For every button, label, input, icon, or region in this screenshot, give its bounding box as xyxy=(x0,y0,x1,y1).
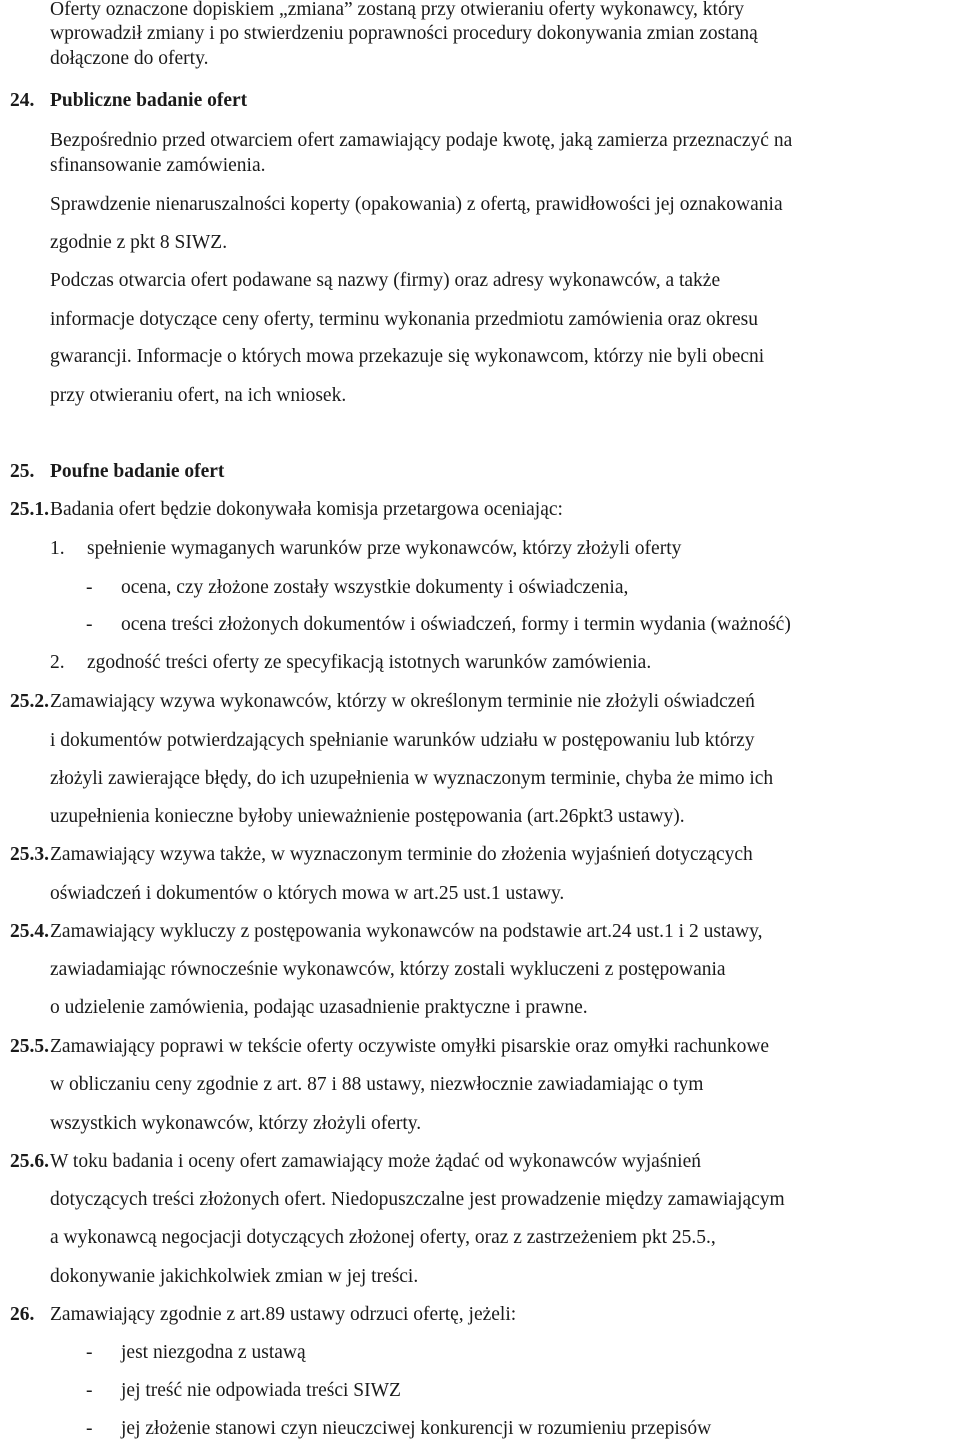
s25-1-dash-1: - xyxy=(86,577,93,598)
s25-4-line-3: o udzielenie zamówienia, podając uzasadnienie praktyczne i prawne. xyxy=(50,997,588,1018)
s25-6-line-4: dokonywanie jakichkolwiek zmian w jej treści. xyxy=(50,1266,419,1287)
section-25-5-number: 25.5. xyxy=(10,1036,49,1057)
section-24-number: 24. xyxy=(10,90,35,111)
section-25-6-number: 25.6. xyxy=(10,1151,49,1172)
section-25-2-number: 25.2. xyxy=(10,691,49,712)
s26-dash-3: - xyxy=(86,1418,93,1439)
s25-1-item-1a: ocena, czy złożone zostały wszystkie dokumenty i oświadczenia, xyxy=(121,577,629,598)
intro-line-1: Oferty oznaczone dopiskiem „zmiana” zostaną przy otwieraniu oferty wykonawcy, który xyxy=(50,0,744,20)
s25-4-line-1: Zamawiający wykluczy z postępowania wykonawców na podstawie art.24 ust.1 i 2 ustawy, xyxy=(50,921,763,942)
section-25-title: Poufne badanie ofert xyxy=(50,461,225,482)
s25-1-item-1-number: 1. xyxy=(50,538,65,559)
s25-5-line-3: wszystkich wykonawców, którzy złożyli oferty. xyxy=(50,1113,422,1134)
section-25-3-number: 25.3. xyxy=(10,844,49,865)
s24-p3-line-4: przy otwieraniu ofert, na ich wniosek. xyxy=(50,385,347,406)
section-25-4-number: 25.4. xyxy=(10,921,49,942)
s26-item-3: jej złożenie stanowi czyn nieuczciwej konkurencji w rozumieniu przepisów xyxy=(121,1418,712,1439)
s25-5-line-1: Zamawiający poprawi w tekście oferty oczywiste omyłki pisarskie oraz omyłki rachunkowe xyxy=(50,1036,770,1057)
s25-1-item-1: spełnienie wymaganych warunków prze wykonawców, którzy złożyli oferty xyxy=(87,538,682,559)
s25-1-item-2: zgodność treści oferty ze specyfikacją istotnych warunków zamówienia. xyxy=(87,652,652,673)
s26-item-2: jej treść nie odpowiada treści SIWZ xyxy=(121,1380,401,1401)
s26-dash-2: - xyxy=(86,1380,93,1401)
s25-4-line-2: zawiadamiając równocześnie wykonawców, którzy zostali wykluczeni z postępowania xyxy=(50,959,726,980)
section-25-number: 25. xyxy=(10,461,35,482)
s24-p2-line-1: Sprawdzenie nienaruszalności koperty (opakowania) z ofertą, prawidłowości jej oznakowania xyxy=(50,194,783,215)
s25-1-dash-2: - xyxy=(86,614,93,635)
s25-6-line-3: a wykonawcą negocjacji dotyczących złożonej oferty, oraz z zastrzeżeniem pkt 25.5., xyxy=(50,1227,716,1248)
intro-line-3: dołączone do oferty. xyxy=(50,48,209,69)
s26-dash-1: - xyxy=(86,1342,93,1363)
s26-text: Zamawiający zgodnie z art.89 ustawy odrzuci ofertę, jeżeli: xyxy=(50,1304,517,1325)
s25-6-line-1: W toku badania i oceny ofert zamawiający może żądać od wykonawców wyjaśnień xyxy=(50,1151,702,1172)
s25-2-line-2: i dokumentów potwierdzających spełnianie warunków udziału w postępowaniu lub którzy xyxy=(50,730,755,751)
s24-p2-line-2: zgodnie z pkt 8 SIWZ. xyxy=(50,232,228,253)
s25-1-item-2-number: 2. xyxy=(50,652,65,673)
section-24-title: Publiczne badanie ofert xyxy=(50,90,248,111)
s25-2-line-1: Zamawiający wzywa wykonawców, którzy w określonym terminie nie złożyli oświadczeń xyxy=(50,691,755,712)
intro-line-2: wprowadził zmiany i po stwierdzeniu poprawności procedury dokonywania zmian zostaną xyxy=(50,23,758,44)
s24-p1-line-2: sfinansowanie zamówienia. xyxy=(50,155,266,176)
s25-1-item-1b: ocena treści złożonych dokumentów i oświadczeń, formy i termin wydania (ważność) xyxy=(121,614,791,635)
section-25-1-number: 25.1. xyxy=(10,499,49,520)
s24-p3-line-2: informacje dotyczące ceny oferty, terminu wykonania przedmiotu zamówienia oraz okresu xyxy=(50,309,759,330)
s25-6-line-2: dotyczących treści złożonych ofert. Niedopuszczalne jest prowadzenie między zamawiającym xyxy=(50,1189,785,1210)
s25-3-line-2: oświadczeń i dokumentów o których mowa w art.25 ust.1 ustawy. xyxy=(50,883,565,904)
s26-item-1: jest niezgodna z ustawą xyxy=(121,1342,306,1363)
section-26-number: 26. xyxy=(10,1304,35,1325)
s25-2-line-3: złożyli zawierające błędy, do ich uzupełnienia w wyznaczonym terminie, chyba że mimo ich xyxy=(50,768,774,789)
s25-3-line-1: Zamawiający wzywa także, w wyznaczonym terminie do złożenia wyjaśnień dotyczących xyxy=(50,844,753,865)
s24-p3-line-3: gwarancji. Informacje o których mowa przekazuje się wykonawcom, którzy nie byli obecni xyxy=(50,346,765,367)
s24-p3-line-1: Podczas otwarcia ofert podawane są nazwy (firmy) oraz adresy wykonawców, a także xyxy=(50,270,721,291)
s25-5-line-2: w obliczaniu ceny zgodnie z art. 87 i 88 ustawy, niezwłocznie zawiadamiając o tym xyxy=(50,1074,704,1095)
s25-2-line-4: uzupełnienia konieczne byłoby unieważnienie postępowania (art.26pkt3 ustawy). xyxy=(50,806,685,827)
s24-p1-line-1: Bezpośrednio przed otwarciem ofert zamawiający podaje kwotę, jaką zamierza przeznaczyć na xyxy=(50,130,793,151)
s25-1-text: Badania ofert będzie dokonywała komisja przetargowa oceniając: xyxy=(50,499,563,520)
